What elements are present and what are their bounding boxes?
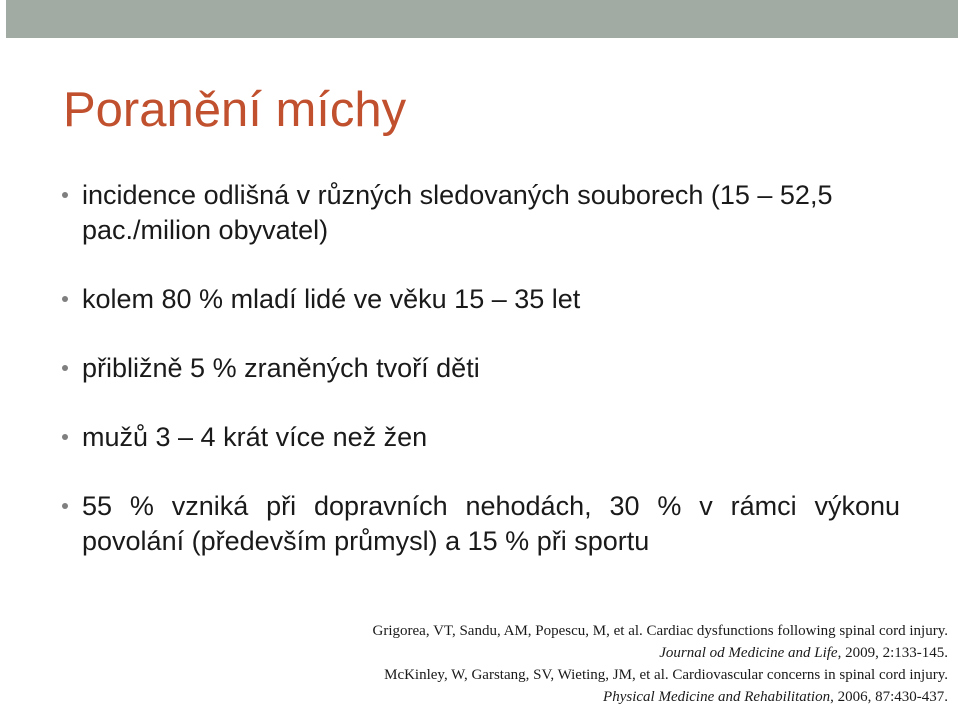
bullet-text: mužů 3 – 4 krát více než žen [82, 422, 428, 452]
bullet-text: incidence odlišná v různých sledovaných souborech (15 – 52,5 pac./milion obyvatel) [82, 180, 833, 245]
references [228, 620, 948, 708]
reference-source [228, 686, 948, 708]
reference-journal: Physical Medicine and Rehabilitation [603, 689, 831, 705]
bullet-dot-icon [62, 296, 68, 302]
reference-details: , 2009, 2:133-145. [837, 645, 948, 661]
bullet-dot-icon [62, 365, 68, 371]
reference-authors: McKinley, W, Garstang, SV, Wieting, JM, et al. Cardiovascular concerns in spinal cord injury. [384, 667, 948, 683]
reference-details: , 2006, 87:430-437. [830, 689, 948, 705]
bullet-dot-icon [62, 503, 68, 509]
bullet-dot-icon [62, 434, 68, 440]
bullet-item [62, 420, 900, 455]
bullet-dot-icon [62, 192, 68, 198]
reference-journal: Journal od Medicine and Life [659, 645, 838, 661]
reference-authors: Grigorea, VT, Sandu, AM, Popescu, M, et al. Cardiac dysfunctions following spinal cord injury. [372, 623, 948, 639]
bullet-text: přibližně 5 % zraněných tvoří děti [82, 353, 480, 383]
bullet-item [62, 489, 900, 559]
bullet-text: kolem 80 % mladí lidé ve věku 15 – 35 let [82, 284, 581, 314]
slide-title: Poranění míchy [63, 83, 407, 137]
bullet-list [62, 178, 900, 593]
reference-source [228, 642, 948, 664]
bullet-text: 55 % vzniká při dopravních nehodách, 30 % v rámci výkonu povolání (především průmysl) a 15 % při sportu [82, 491, 900, 556]
bullet-item [62, 282, 900, 317]
bullet-item [62, 351, 900, 386]
header-bar [6, 0, 958, 38]
bullet-item [62, 178, 900, 248]
